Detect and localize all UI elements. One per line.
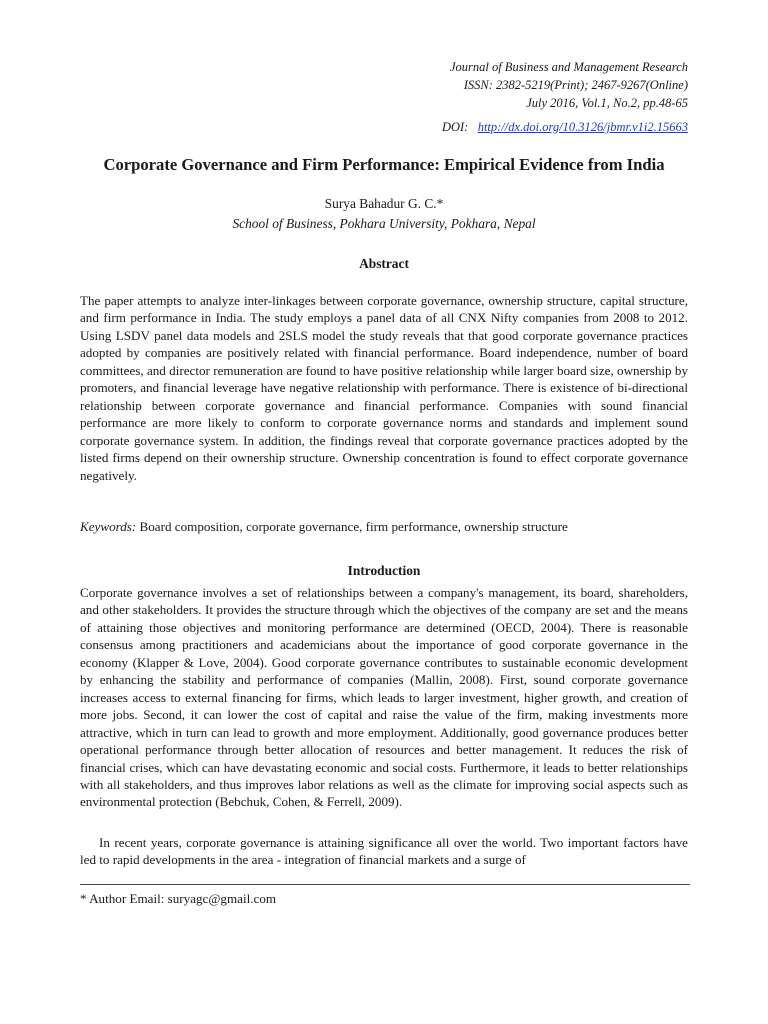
abstract-heading: Abstract: [359, 256, 409, 271]
keywords-line: [80, 518, 688, 536]
keywords-text: Board composition, corporate governance, firm performance, ownership structure: [139, 519, 568, 534]
doi-label: DOI:: [441, 120, 469, 134]
abstract-text: The paper attempts to analyze inter-linkages between corporate governance, ownership structure, capital structure, and firm performance in India. The study employs a panel data of all CNX Nifty companies from 2008 to 2012. Using LSDV panel data models and 2SLS model the study reveals that that good corporate governance practices adopted by companies are positively related with financial performance. Board independence, number of board committees, and director remuneration are found to have positive relationship while larger board size, ownership by promoters, and financial leverage have negative relationship with performance. There is existence of bi-directional relationship between corporate governance and financial performance. Companies with sound financial performance are more likely to conform to corporate governance norms and standards and implement sound corporate governance system. In addition, the findings reveal that corporate governance practices adopted by the listed firms depend on their ownership structure. Ownership concentration is found to effect corporate governance negatively.: [80, 293, 688, 483]
journal-issn: ISSN: 2382-5219(Print); 2467-9267(Online): [463, 78, 688, 92]
journal-issue: July 2016, Vol.1, No.2, pp.48-65: [526, 96, 688, 110]
doi-line: [442, 118, 688, 136]
doi-link[interactable]: http://dx.doi.org/10.3126/jbmr.v1i2.15663: [477, 120, 688, 134]
journal-name: Journal of Business and Management Research: [449, 60, 688, 74]
introduction-heading: Introduction: [347, 563, 421, 578]
footnote-divider: [80, 884, 690, 885]
introduction-paragraph-2: In recent years, corporate governance is attaining significance all over the world. Two important factors have led to rapid developments in the area - integration of financial markets and a surge of: [80, 835, 688, 868]
introduction-paragraph-1: Corporate governance involves a set of relationships between a company's management, its board, shareholders, and other stakeholders. It provides the structure through which the objectives of the company are set and the means of attaining those objectives and monitoring performance are determined (OECD, 2004). There is reasonable consensus among practitioners and academicians about the importance of good corporate governance in the economy (Klapper & Love, 2004). Good corporate governance contributes to sustainable economic development by enhancing the stability and performance of companies (Mallin, 2008). First, sound corporate governance increases access to external financing for firms, which leads to larger investment, higher growth, and creation of more jobs. Second, it can lower the cost of capital and raise the value of the firm, making investments more attractive, which in turn can lead to growth and more employment. Additionally, good governance produces better operational performance through better allocation of resources and better management. It reduces the risk of financial crises, which can have devastating economic and social costs. Furthermore, it leads to better relationships with all stakeholders, and thus improves labor relations as well as the climate for improving social aspects such as environmental protection (Bebchuk, Cohen, & Ferrell, 2009).: [80, 585, 688, 810]
author-affiliation: School of Business, Pokhara University, Pokhara, Nepal: [232, 216, 536, 231]
author-email-footnote: * Author Email: suryagc@gmail.com: [80, 891, 277, 906]
paper-title: Corporate Governance and Firm Performance: Empirical Evidence from India: [103, 155, 665, 174]
journal-header: [450, 58, 688, 112]
keywords-label: Keywords:: [80, 519, 137, 534]
author-name: Surya Bahadur G. C.*: [324, 196, 444, 211]
